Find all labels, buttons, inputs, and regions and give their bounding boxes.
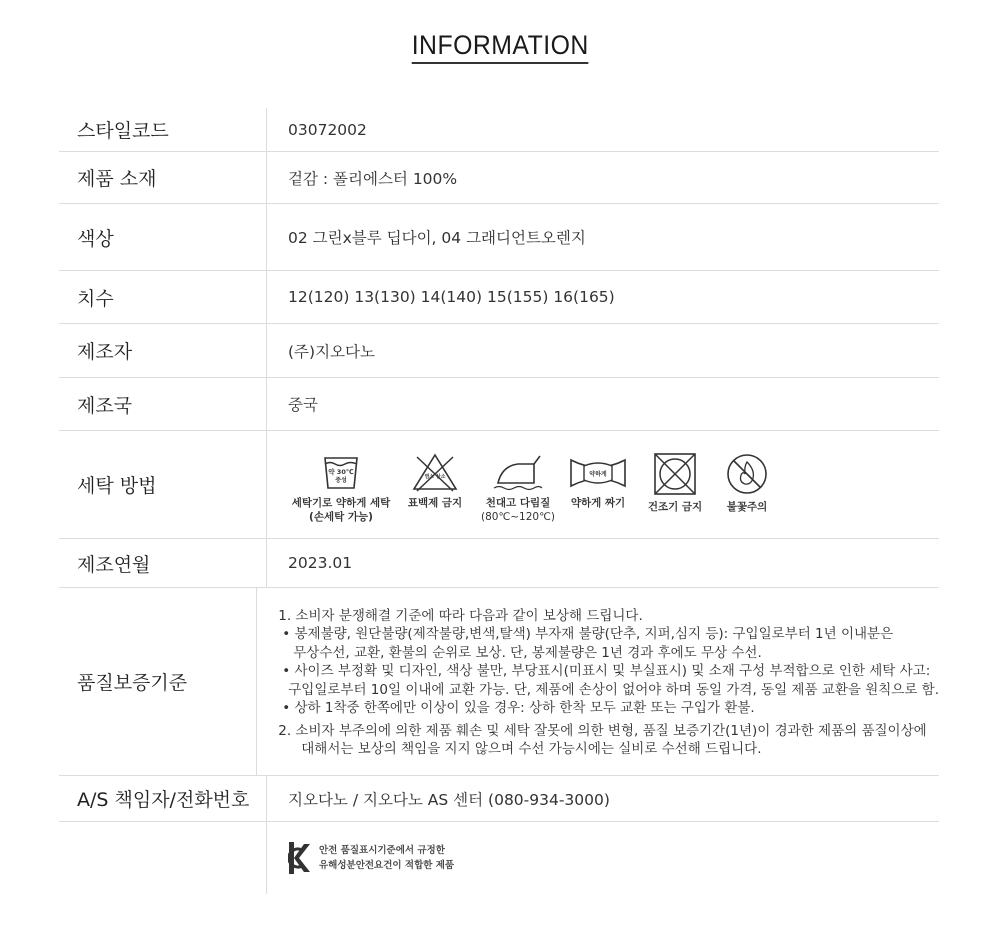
row-maker [59,324,939,378]
row-label: A/S 책임자/전화번호 [59,776,267,821]
care-label: 천대고 다림질 [485,496,551,509]
care-item-wring [560,452,636,510]
kc-mark-block [288,841,454,875]
quality-line: • 상하 1착중 한쪽에만 이상이 있을 경우: 상하 한착 모두 교환 또는 구입가 환불. [282,700,755,716]
care-item-dryer [636,452,714,514]
care-label: 세탁기로 약하게 세탁 [291,496,391,509]
row-value: 12(120) 13(130) 14(140) 15(155) 16(165) [288,288,615,306]
quality-line: • 사이즈 부정확 및 디자인, 색상 불만, 부당표시(미표시 및 부실표시) 및 소재 구성 부적합으로 인한 세탁 사고: [282,663,931,679]
kc-text [319,843,454,873]
quality-line: 1. 소비자 분쟁해결 기준에 따라 다음과 같이 보상해 드립니다. [278,607,643,624]
care-label: 표백제 금지 [407,496,463,509]
care-item-bleach [394,452,476,510]
wash-temp-text: 약 30℃ [328,467,354,476]
row-style-code [59,108,939,152]
no-bleach-icon [411,452,459,492]
row-country [59,378,939,431]
care-list [288,446,780,524]
kc-logo-icon [288,841,314,875]
row-label: 치수 [59,271,267,323]
row-label: 제조국 [59,378,267,430]
no-tumble-dry-icon [652,452,698,496]
iron-icon [492,452,544,492]
quality-text [257,588,939,775]
quality-line: • 봉제불량, 원단불량(제작불량,변색,탈색) 부자재 불량(단추, 지퍼,심지 등): 구입일로부터 1년 이내분은 [282,626,894,642]
row-label: 품질보증기준 [59,588,257,775]
row-value: 2023.01 [288,554,353,572]
kc-cert [267,822,939,894]
row-value: 03072002 [288,120,367,139]
wring-gently-icon [568,452,628,492]
care-item-wash [288,452,394,524]
quality-text-block [278,605,939,759]
row-kc [59,822,939,894]
row-washing [59,431,939,539]
row-quality [59,588,939,776]
wash-neutral-text: 중성 [335,476,347,484]
row-as [59,776,939,822]
kc-line: 유해성분안전요건이 적합한 제품 [319,860,455,871]
row-value: 중국 [288,396,318,414]
quality-line: 대해서는 보상의 책임을 지지 않으며 수선 가능시에는 실비로 수선해 드립니다. [301,741,762,757]
row-date [59,539,939,588]
quality-line: 무상수선, 교환, 환불의 순위로 보상. 단, 봉제불량은 1년 경과 후에도 무상 수선. [293,644,762,661]
no-fire-icon [725,452,769,496]
care-item-fire [714,452,780,514]
row-value: 겉감 : 폴리에스터 100% [288,169,458,188]
row-material [59,152,939,204]
row-label-empty [59,822,267,894]
care-label: 불꽃주의 [726,500,768,513]
row-value: 지오다노 / 지오다노 AS 센터 (080-934-3000) [288,790,610,809]
info-table [59,108,939,894]
care-label: 약하게 짜기 [570,496,626,509]
care-item-iron [476,452,560,524]
row-size [59,271,939,324]
wring-text: 약하게 [589,470,607,478]
care-sub: (80℃~120℃) [481,510,555,523]
wash-30c-icon [321,452,361,492]
care-symbols [267,431,939,538]
care-label: 건조기 금지 [647,500,703,513]
row-value: (주)지오다노 [288,342,375,361]
row-label: 세탁 방법 [59,431,267,538]
kc-line: 안전 품질표시기준에서 규정한 [319,845,445,856]
quality-line: 2. 소비자 부주의에 의한 제품 훼손 및 세탁 잘못에 의한 변형, 품질 보증기간(1년)이 경과한 제품의 품질이상에 [278,722,927,739]
bleach-text: 염소 산소 [424,473,446,480]
row-label: 제조연월 [59,539,267,587]
page-title: INFORMATION [411,30,588,64]
row-label: 색상 [59,204,267,270]
row-value: 02 그린x블루 딥다이, 04 그래디언트오렌지 [288,229,586,247]
row-label: 스타일코드 [59,108,267,151]
care-sub: (손세탁 가능) [309,510,373,523]
row-color [59,204,939,271]
quality-line: 구입일로부터 10일 이내에 교환 가능. 단, 제품에 손상이 없어야 하며 동일 가격, 동일 제품 교환을 원칙으로 함. [288,681,939,698]
page-title-wrap [0,30,1000,64]
row-label: 제품 소재 [59,152,267,203]
row-label: 제조자 [59,324,267,377]
